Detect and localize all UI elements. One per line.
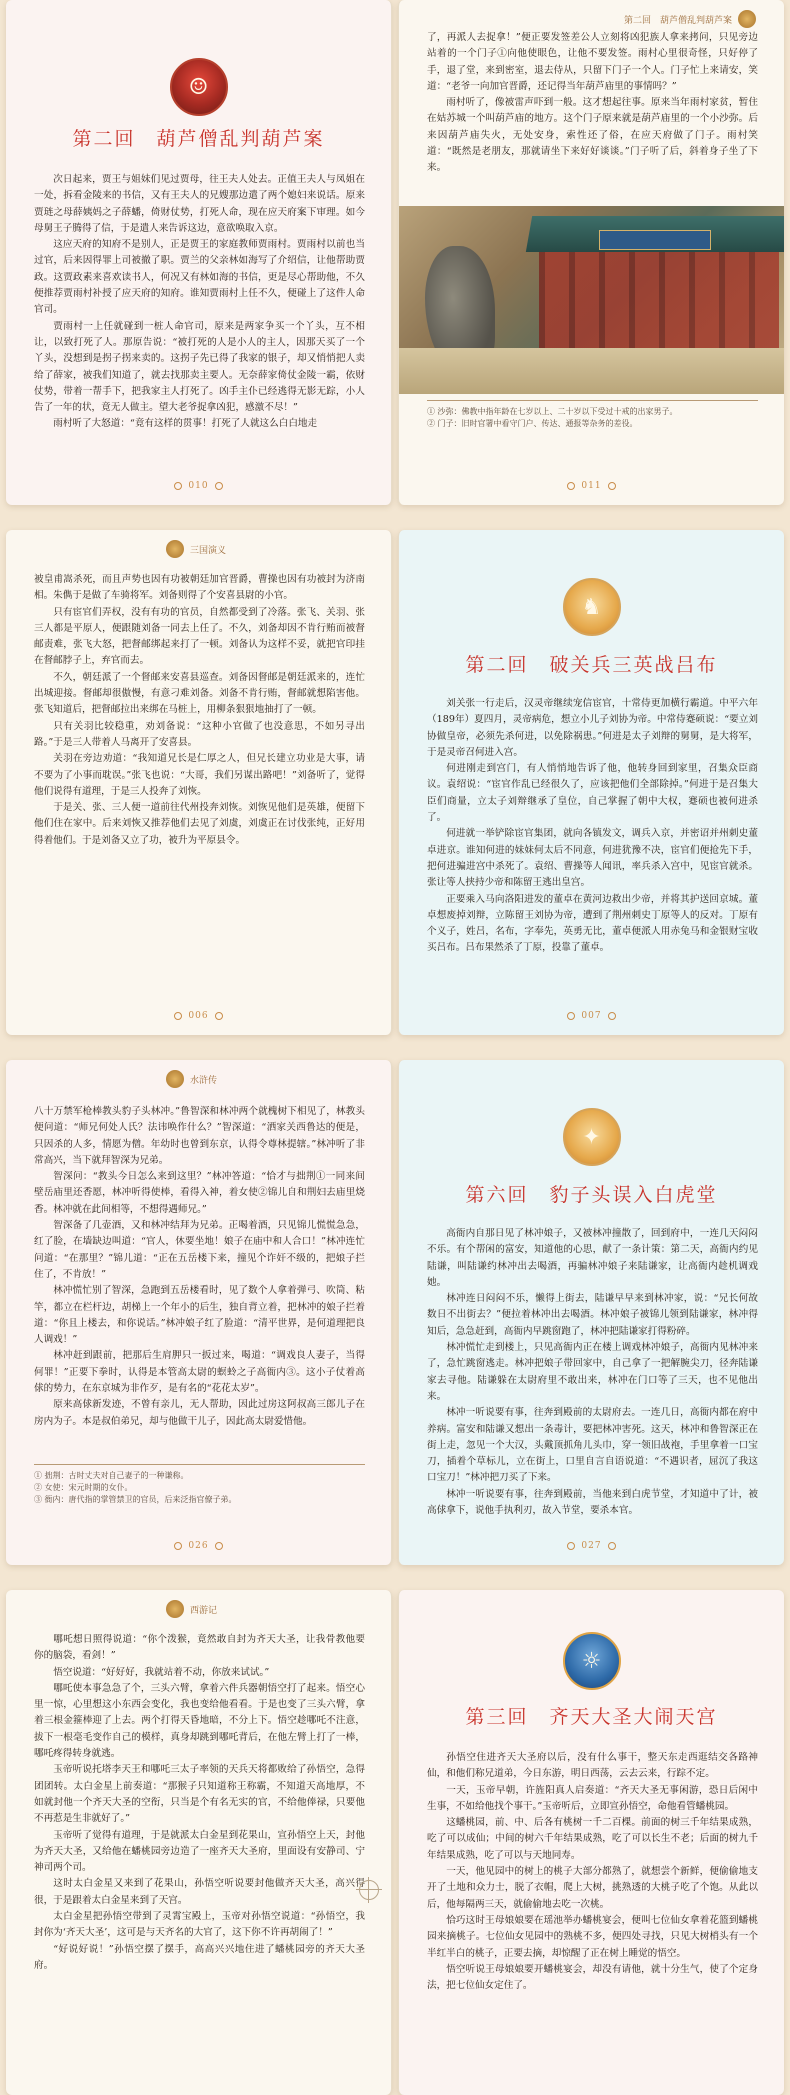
- paragraph: 孙悟空住进齐天大圣府以后，没有什么事干，整天东走西逛结交各路神仙，和他们称兄道弟，今日东游，明日西荡，云去云来，行踪不定。: [427, 1752, 758, 1780]
- page-026: [6, 1060, 392, 1565]
- hall-sign: [599, 230, 711, 250]
- paragraph: 次日起来，贾王与姐妹们见过贾母，往王夫人处去。正值王夫人与凤姐在一处，拆看金陵来的书信，又有王夫人的兄嫂那边遣了两个媳妇来说话。原来贾琏之母薛姨妈之子薛蟠，倚财仗势，打死人命，现在应天府案下审理。如今母舅王子腾得了信，于是遣人来告诉这边，意欲唤取入京。: [34, 174, 365, 234]
- running-head: [166, 1600, 217, 1618]
- footnote: ① 沙弥：佛教中指年龄在七岁以上、二十岁以下受过十戒的出家男子。: [427, 407, 678, 416]
- paragraph: 何进就一举铲除宦官集团，就向各镇发文，调兵入京，并密诏并州刺史董卓进京。谁知何进的妹妹何太后不同意，何进犹豫不决，宦官们便抢先下手，把何进骗进宫中杀死了。袁绍、曹操等人闻讯，率兵杀入宫中，见宦官就杀。张让等人挟持少帝和陈留王逃出皇宫。: [427, 828, 758, 889]
- paragraph: 贾雨村一上任就碰到一桩人命官司，原来是两家争买一个丫头，互不相让，以致打死了人。那原告说：“被打死的人是小人的主人，因那天买了一个丫头，没想到是拐子拐来卖的。这拐子先已得了我家的银子，却又悄悄把人卖给了薛家，被我们知道了，就去找那卖主要人。无奈薛家倚仗金陵一霸，依财仗势，带着一帮手下，把我家主人打死了。凶手主仆已经逃得无影无踪，小人告了一年的状，竟无人做主。望大老爷捉拿凶犯，感激不尽！”: [34, 320, 365, 414]
- paragraph: 于是关、张、三人便一道前往代州投奔刘恢。刘恢见他们是英雄，便留下他们住在家中。后来刘恢又推荐他们去见了刘虞，刘虞正在讨伐张纯，正好用得着他们。于是刘备又立了功，被升为平原县令。: [34, 802, 365, 846]
- paragraph: 玉帝听了觉得有道理，于是就派太白金星到花果山，宣孙悟空上天，封他为齐天大圣，又给他在蟠桃园旁边造了一座齐天大圣府，里面设有安静司、宁神司两个司。: [34, 1829, 365, 1874]
- book-spread-4: [6, 1590, 784, 2095]
- page-number: 026: [6, 1541, 391, 1551]
- paragraph: 只有宦官们弄权，没有有功的官员，自然都受到了冷落。张飞、关羽、张三人都是平原人，便跟随刘备一同去上任了。不久，刘备却因不肯行贿而被督邮责难，张飞大怒，把督邮绑起来打了一顿。刘备认为这样不妥，就把官印挂在督邮脖子上，弃官而去。: [34, 606, 365, 667]
- chapter-emblem: [563, 1632, 621, 1690]
- paragraph: 雨村听了，像被雷声吓到一般。这才想起往事。原来当年雨村家贫，暂住在姑苏城一个叫葫芦庙的地方。这个门子原来就是葫芦庙里的一个小沙弥。后来因葫芦庙失火，无处安身，索性还了俗，在应天府做了门子。雨村笑道：“既然是老朋友，那就请坐下来好好谈谈。”门子听了后，斜着身子坐了下来。: [427, 97, 758, 174]
- footnote: ③ 衙内：唐代指的掌管禁卫的官员，后来泛指官僚子弟。: [34, 1495, 237, 1504]
- paragraph: 悟空说道：“好好好，我就站着不动，你放来试试。”: [53, 1666, 270, 1678]
- book-spread-1: [6, 0, 784, 505]
- paragraph: 哪吒使本事急急了个，三头六臂，拿着六件兵器朝悟空打了起来。悟空心里一惊，心里想这小东西会变化，我也变给他看看。于是也变了三头六臂，拿着三根金箍棒迎了上去。两个打得天昏地暗，不分上下。悟空趁哪吒不注意，拔下一根毫毛变作自己的模样，真身却跳到哪吒背后，在他左臂上打了一棒，哪吒疼得转身就逃。: [34, 1682, 365, 1760]
- dragon-icon: [738, 10, 756, 28]
- paragraph: 林冲赶到跟前，把那后生肩胛只一扳过来，喝道：“调戏良人妻子，当得何罪！”正要下拳时，认得是本管高太尉的螟蛉之子高衙内③。这小子仗着高俅的势力，在东京城为非作歹，是有名的“花花太岁”。: [34, 1350, 365, 1395]
- hero-icon: [166, 1070, 184, 1088]
- page-number: 006: [6, 1011, 391, 1021]
- body-text: [34, 572, 365, 972]
- monkey-icon: ☼: [581, 1648, 602, 1674]
- paragraph: 这蟠桃园，前、中、后各有桃树一千二百棵。前面的树三千年结果成熟，吃了可以成仙；中间的树六千年结果成熟，吃了可以长生不老；后面的树九千年结果成熟，吃了可以与天地同寿。: [427, 1817, 758, 1861]
- paragraph: 这应天府的知府不是别人，正是贾王的家庭教师贾雨村。贾雨村以前也当过官，后来因得罪上司被撤了职。贾兰的父亲林如海写了介绍信，让他帮助贾政。这贾政素来喜欢读书人，何况又有林如海的书信，更是尽心帮助他，不久便推荐贾雨村补授了应天府的知府。谁知贾雨村上任不久，便碰上了这件人命官司。: [34, 239, 365, 316]
- page-number: 010: [6, 481, 391, 491]
- paragraph: 林冲一听说要有事，往奔到殿前，当他来到白虎节堂，才知道中了计，被高俅拿下，说他手执利刃，故入节堂，要杀本官。: [427, 1488, 758, 1516]
- body-text: [427, 696, 758, 986]
- running-head-text: 西游记: [190, 1605, 218, 1616]
- hall-building: [539, 252, 779, 362]
- body-text: [34, 172, 365, 462]
- crosshair-icon: [359, 1880, 379, 1900]
- paragraph: 原来高俅新发迹，不曾有亲儿，无人帮助，因此过房这阿叔高三郎儿子在房内为子。本是叔伯弟兄，却与他做干儿子，因此高太尉爱惜他。: [34, 1399, 365, 1427]
- warrior-icon: [166, 540, 184, 558]
- page-number: 007: [399, 1011, 784, 1021]
- paragraph: 哪吒想日照得说道：“你个泼猴，竟然敢自封为齐天大圣，让我骨教他要你的脑袋，看剑！”: [34, 1634, 365, 1662]
- paragraph: 林冲慌忙走到楼上，只见高衙内正在楼上调戏林冲娘子，高衙内见林冲来了，急忙跳窗逃走。林冲把娘子带回家中，自己拿了一把解腕尖刀，径奔陆谦家去寻他。陆谦躲在太尉府里不敢出来，林冲在门口等了三天，也不见他出来。: [427, 1342, 758, 1402]
- running-head-text: 三国演义: [190, 545, 227, 556]
- footnote: ① 拙荆：古时丈夫对自己妻子的一种谦称。: [34, 1471, 189, 1480]
- body-text: [34, 1104, 365, 1449]
- book-spread-2: [6, 530, 784, 1035]
- paragraph: 高衙内自那日见了林冲娘子，又被林冲撞散了，回到府中，一连几天闷闷不乐。有个帮闲的富安，知道他的心思，献了一条计策：第二天，高衙内约见陆谦，叫陆谦约林冲出去喝酒，再骗林冲娘子来陆谦家，让高衙内趁机调戏她。: [427, 1228, 758, 1288]
- paragraph: 智深问：“教头今日怎么来到这里？”林冲答道：“恰才与拙荆①一同来间壁岳庙里还香愿，林冲听得使棒，看得入神，着女使②锦儿自和荆妇去庙里烧香。林冲就在此间相等，不想得遇师兄。”: [34, 1171, 365, 1215]
- running-head: [166, 1070, 217, 1088]
- page-027: [398, 1060, 784, 1565]
- paragraph: 被皇甫嵩杀死，而且声势也因有功被朝廷加官晋爵，曹操也因有功被封为济南相。朱儁于是做了车骑将军。刘备则得了个安喜县尉的小官。: [34, 574, 365, 602]
- monkey-king-icon: [166, 1600, 184, 1618]
- footnote: ② 女使：宋元时期的女仆。: [34, 1483, 133, 1492]
- footnotes: [427, 400, 758, 430]
- running-head-text: 水浒传: [190, 1075, 218, 1086]
- paragraph: 正要乘入马向洛阳进发的董卓在黄河边救出少帝，并将其护送回京城。董卓想废掉刘辩，立陈留王刘协为帝，遭到了荆州刺史丁原等人的反对。丁原有个义子，姓吕，名布，字奉先，英勇无比，董卓便派人用赤兔马和金银财宝收买吕布。吕布果然杀了丁原，投靠了董卓。: [427, 893, 758, 954]
- chapter-emblem: [563, 578, 621, 636]
- tiger-icon: ✦: [582, 1124, 601, 1150]
- paragraph: 不久，朝廷派了一个督邮来安喜县巡查。刘备因督邮是朝廷派来的，连忙出城迎接。督邮却很傲慢，有意刁难刘备。刘备不肯行贿，督邮就想陷害他。张飞知道后，把督邮拉出来绑在马桩上，用柳条狠狠地抽打了一顿。: [34, 671, 365, 716]
- paragraph: 林冲连日闷闷不乐，懒得上街去，陆谦早早来到林冲家，说：“兄长何故数日不出街去？”便拉着林冲出去喝酒。林冲娘子被锦儿领到陆谦家，林冲得知后，急急赶到，高衙内早跳窗跑了，林冲把陆谦家打得粉碎。: [427, 1293, 758, 1337]
- running-head: [166, 540, 226, 558]
- body-text: [427, 1226, 758, 1516]
- paragraph: 林冲一听说要有事，往奔到殿前的太尉府去。一连几日，高衙内都在府中养病。富安和陆谦又想出一条毒计，要把林冲害死。这天，林冲和鲁智深正在街上走，忽见一个大汉，头戴顶抓角儿头巾，穿一领旧战袍，手里拿着一口宝刀，插着个草标儿，立在街上，口里自言自语说道：“不遇识者，屈沉了我这口宝刀！”林冲把刀买了下来。: [427, 1407, 758, 1484]
- paragraph: 了，再派人去捉拿！”便正要发签差公人立刻将凶犯族人拿来拷问，只见旁边站着的一个门子①向他使眼色，让他不要发签。雨村心里很奇怪，只好停了手，退了堂，来到密室，退去侍从，只留下门子一个人。门子忙上来请安，笑道：“老爷一向加官晋爵，还记得当年葫芦庙里的事情吗？”: [427, 32, 758, 92]
- body-text: [427, 1750, 758, 2090]
- footnotes: [34, 1464, 365, 1506]
- paragraph: 只有关羽比较稳重，劝刘备说：“这种小官做了也没意思，不如另寻出路。”于是三人带着人马离开了安喜县。: [34, 720, 365, 748]
- chapter-title: 第二回 葫芦僧乱判葫芦案: [72, 128, 325, 150]
- paragraph: 智深备了几壶酒，又和林冲结拜为兄弟。正喝着酒，只见锦儿慌慌急急，红了脸，在墙缺边叫道：“官人，休要坐地！娘子在庙中和人合口！”林冲连忙问道：“在那里？”锦儿道：“正在五岳楼下来，撞见个诈奸不级的，把娘子拦住了，不肯放！”: [34, 1220, 365, 1280]
- page-007: [398, 530, 784, 1035]
- paragraph: 八十万禁军枪棒教头豹子头林冲。”鲁智深和林冲两个就槐树下相见了，林教头便问道：“师兄何处人氏？法讳唤作什么？”智深道：“洒家关西鲁达的便是，只因杀的人多，情愿为僧。年幼时也曾到东京，认得令尊林提辖。”林冲听了非常高兴，当下就拜智深为兄弟。: [34, 1106, 365, 1166]
- body-text: [427, 30, 758, 180]
- chapter-title: 第二回 破关兵三英战吕布: [465, 654, 718, 676]
- chapter-emblem: [170, 58, 228, 116]
- chapter-title: 第三回 齐天大圣大闹天宫: [465, 1706, 718, 1728]
- page-number: 027: [399, 1541, 784, 1551]
- paragraph: 一天，他见园中的树上的桃子大部分都熟了，就想尝个新鲜，便偷偷地支开了土地和众力士，脱了衣帽，爬上大树，挑熟透的大桃子吃了个饱。从此以后，他每隔两三天，就偷偷地去吃一次桃。: [427, 1866, 758, 1910]
- illustration-painting: [399, 206, 784, 394]
- page-number: 011: [399, 481, 784, 491]
- horseman-icon: ♞: [581, 594, 602, 620]
- running-head: [624, 10, 756, 28]
- chapter-emblem: [563, 1108, 621, 1166]
- paragraph: 这时太白金星又来到了花果山，孙悟空听说要封他做齐天大圣，高兴得很，于是跟着太白金星来到了天宫。: [34, 1878, 365, 1906]
- paragraph: 玉帝听说托塔李天王和哪吒三太子率领的天兵天将都败给了孙悟空，急得团团转。太白金星上前奏道：“那猴子只知道称王称霸，不知道天高地厚，不如就封他一个齐天大圣的空衔，只当是个有名无实的官，不给他俸禄，只要他不再惹是生非就好了。”: [34, 1764, 365, 1825]
- chapter-title: 第六回 豹子头误入白虎堂: [465, 1184, 718, 1206]
- page-006: [6, 530, 392, 1035]
- body-text: [34, 1632, 365, 2072]
- paragraph: 林冲慌忙别了智深，急跑到五岳楼看时，见了数个人拿着弹弓、吹筒、粘竿，都立在栏杆边，胡梯上一个年小的后生，独自背立着，把林冲的娘子拦着道：“你且上楼去，和你说话。”林冲娘子红了脸道：“清平世界，是何道理把良人调戏！”: [34, 1285, 365, 1346]
- page-xiyouji-right: [398, 1590, 784, 2095]
- footnote: ② 门子：旧时官署中看守门户、传达、通报等杂务的差役。: [427, 419, 638, 428]
- paragraph: 悟空听说王母娘娘要开蟠桃宴会，却没有请他，就十分生气，使了个定身法，把七位仙女定住了。: [427, 1963, 758, 1992]
- page-010: [6, 0, 392, 505]
- page-xiyouji-left: [6, 1590, 392, 2095]
- paragraph: “好说好说！”孙悟空摆了摆手，高高兴兴地住进了蟠桃园旁的齐天大圣府。: [34, 1943, 365, 1971]
- paragraph: 恰巧这时王母娘娘要在瑶池举办蟠桃宴会，便叫七位仙女拿着花篮到蟠桃园来摘桃子。七位仙女见园中的熟桃不多，便四处寻找，只见大树梢头有一个半红半白的桃子，正要去摘，却惊醒了正在树上睡觉的悟空。: [427, 1914, 758, 1959]
- paragraph: 何进刚走到宫门，有人悄悄地告诉了他，他转身回到家里，召集众臣商议。袁绍说：“宦官作乱已经很久了，应该把他们全部除掉。”何进于是召集大臣们商量，立太子刘辩继承了皇位，自己掌握了朝中大权，蹇硕也被何进杀了。: [427, 763, 758, 824]
- paragraph: 太白金星把孙悟空带到了灵霄宝殿上，玉帝对孙悟空说道：“孙悟空，我封你为‘齐天大圣’，这可是与天齐名的大官了，这下你不许再胡闹了！”: [34, 1911, 365, 1939]
- running-head-text: 第二回 葫芦僧乱判葫芦案: [623, 15, 732, 26]
- book-spread-3: [6, 1060, 784, 1565]
- page-011: [398, 0, 784, 505]
- courtyard-ground: [399, 348, 784, 394]
- paragraph: 一天，玉帝早朝，许旌阳真人启奏道：“齐天大圣无事闲游，恐日后闲中生事，不如给他找个事干。”玉帝听后，立即宣孙悟空，命他看管蟠桃园。: [427, 1784, 758, 1812]
- figure-icon: ☺: [188, 74, 209, 100]
- paragraph: 关羽在旁边劝道：“我知道兄长是仁厚之人，但兄长建立功业是大事，请不要为了小事而耽误。”张飞也说：“大哥，我们另谋出路吧！”刘备听了，觉得他们说得有道理，于是三人投奔了刘恢。: [34, 753, 365, 797]
- paragraph: 雨村听了大怒道：“竟有这样的贯事！打死了人就这么白白地走: [53, 418, 318, 430]
- paragraph: 刘关张一行走后，汉灵帝继续宠信宦官，十常侍更加横行霸道。中平六年（189年）夏四月，灵帝病危，想立小儿子刘协为帝。中常侍蹇硕说：“要立刘协做皇帝，必须先杀何进，以免除祸患。”何进是太子刘辩的舅舅，是大将军，于是灵帝召何进入宫。: [427, 698, 758, 758]
